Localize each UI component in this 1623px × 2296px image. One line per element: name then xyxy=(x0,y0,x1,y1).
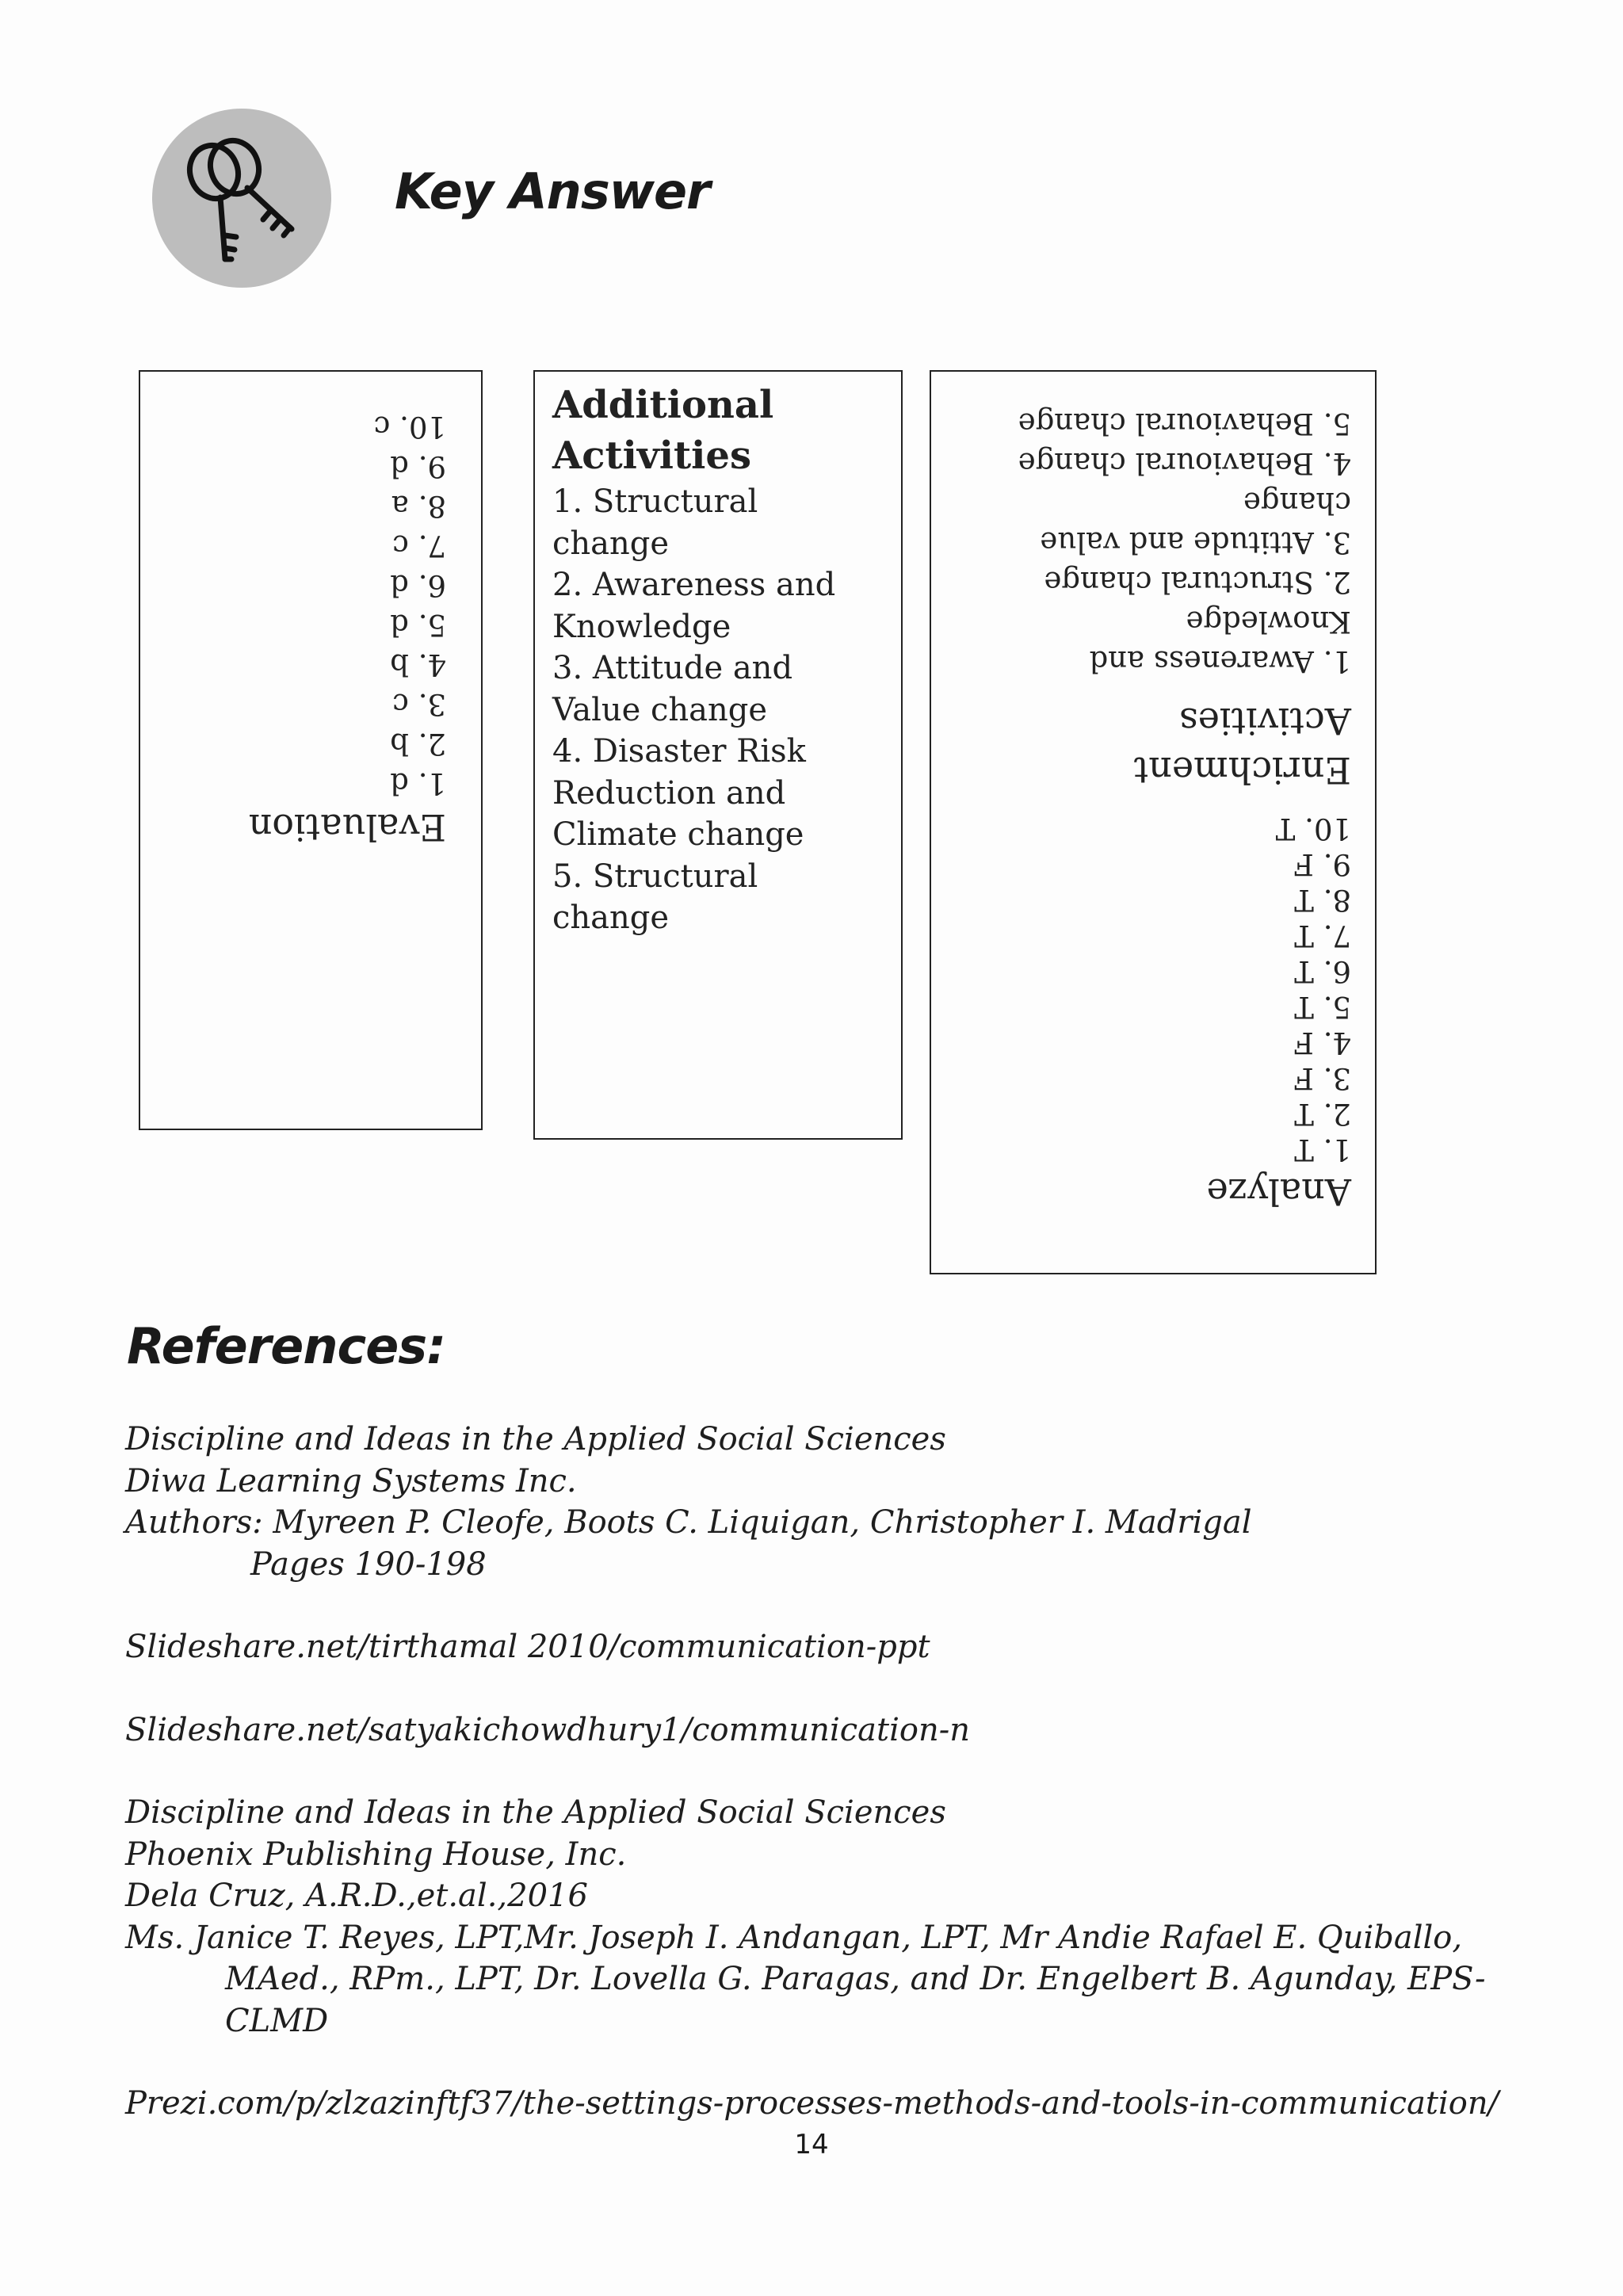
evaluation-answer: 8. a xyxy=(391,489,446,523)
analyze-box xyxy=(930,370,1377,1274)
analyze-answer: 8. T xyxy=(1294,883,1351,917)
reference-line: Authors: Myreen P. Cleofe, Boots C. Liquigan, Christopher I. Madrigal xyxy=(125,1504,1252,1541)
additional-heading-line2: Activities xyxy=(552,434,751,478)
evaluation-answer: 5. d xyxy=(390,608,446,642)
additional-line: 1. Structural xyxy=(552,483,758,520)
evaluation-answer: 7. c xyxy=(392,529,446,563)
reference-line: Diwa Learning Systems Inc. xyxy=(125,1462,577,1499)
enrichment-heading-line2: Activities xyxy=(1179,700,1351,743)
analyze-answer: 6. T xyxy=(1294,954,1351,988)
enrichment-line: 2. Structural change xyxy=(1044,565,1351,599)
evaluation-answer: 4. b xyxy=(390,648,446,682)
enrichment-line: change xyxy=(1243,486,1351,520)
additional-activities-box xyxy=(533,370,903,1140)
references-list xyxy=(125,1419,1536,2125)
keys-icon xyxy=(152,109,331,288)
analyze-answer: 1. T xyxy=(1294,1133,1351,1167)
analyze-answer: 5. T xyxy=(1294,990,1351,1024)
enrichment-heading-line1: Enrichment xyxy=(1133,749,1351,792)
references-title: References: xyxy=(127,1317,445,1375)
enrichment-line: 3. Attitude and value xyxy=(1040,525,1351,560)
additional-line: Climate change xyxy=(552,816,804,853)
evaluation-content xyxy=(140,372,481,852)
evaluation-box xyxy=(139,370,483,1130)
evaluation-answer: 6. d xyxy=(390,568,446,602)
reference-line: CLMD xyxy=(225,2002,329,2039)
analyze-answer: 2. T xyxy=(1294,1097,1351,1131)
reference-line: Dela Cruz, A.R.D.,et.al.,2016 xyxy=(125,1878,588,1914)
enrichment-line: 1. Awareness and xyxy=(1089,644,1351,678)
additional-line: Value change xyxy=(552,691,768,728)
analyze-answer: 9. F xyxy=(1293,847,1351,881)
additional-line: Reduction and xyxy=(552,774,786,812)
page-title: Key Answer xyxy=(395,162,710,220)
enrichment-line: 5. Behavioural change xyxy=(1018,407,1351,441)
reference-line: Pages 190-198 xyxy=(250,1545,487,1583)
additional-line: 3. Attitude and xyxy=(552,650,793,686)
additional-heading-line1: Additional xyxy=(552,383,774,427)
reference-line: Phoenix Publishing House, Inc. xyxy=(125,1836,627,1873)
additional-activities-content xyxy=(552,380,887,939)
additional-line: Knowledge xyxy=(552,608,731,645)
evaluation-answer: 9. d xyxy=(390,449,446,483)
page-number: 14 xyxy=(794,2129,829,2160)
additional-line: change xyxy=(552,900,670,936)
analyze-content xyxy=(931,372,1375,1217)
evaluation-answer: 1. d xyxy=(390,766,446,800)
reference-link: Slideshare.net/satyakichowdhury1/communication-n xyxy=(125,1711,970,1748)
additional-line: 4. Disaster Risk xyxy=(552,733,806,770)
analyze-answer: 4. F xyxy=(1293,1026,1351,1060)
evaluation-heading: Evaluation xyxy=(248,806,446,849)
evaluation-answer: 10. c xyxy=(373,410,446,444)
analyze-heading: Analyze xyxy=(1206,1171,1351,1213)
evaluation-answer: 3. c xyxy=(392,687,446,721)
enrichment-line: Knowledge xyxy=(1186,605,1351,639)
analyze-answer: 7. T xyxy=(1294,919,1351,953)
additional-line: 2. Awareness and xyxy=(552,567,836,603)
evaluation-answer: 2. b xyxy=(390,727,446,761)
reference-line: MAed., RPm., LPT, Dr. Lovella G. Paragas, and Dr. Engelbert B. Agunday, EPS- xyxy=(225,1961,1486,1997)
reference-line: Discipline and Ideas in the Applied Social Sciences xyxy=(125,1794,946,1831)
reference-line: Ms. Janice T. Reyes, LPT,Mr. Joseph I. Andangan, LPT, Mr Andie Rafael E. Quiballo, xyxy=(125,1919,1463,1956)
reference-line: Discipline and Ideas in the Applied Social Sciences xyxy=(125,1421,946,1457)
analyze-answer: 3. F xyxy=(1293,1061,1351,1095)
reference-link: Slideshare.net/tirthamal 2010/communication-ppt xyxy=(125,1629,930,1665)
reference-link: Prezi.com/p/zlzazinftf37/the-settings-processes-methods-and-tools-in-communication/ xyxy=(125,2085,1499,2122)
additional-line: 5. Structural xyxy=(552,858,758,895)
additional-line: change xyxy=(552,525,670,562)
analyze-answer: 10. T xyxy=(1275,812,1351,846)
enrichment-line: 4. Behavioural change xyxy=(1018,446,1351,480)
